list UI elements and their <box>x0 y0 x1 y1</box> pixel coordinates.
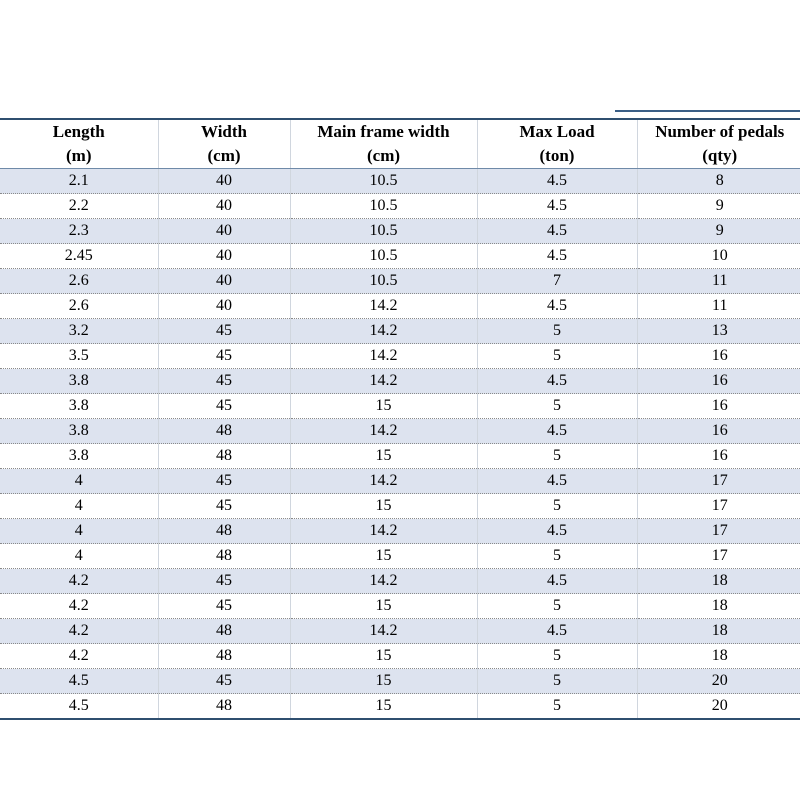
cell-number-of-pedals: 13 <box>637 319 800 344</box>
table-row <box>0 269 800 294</box>
header-number-of-pedals <box>637 119 800 169</box>
cell-length: 3.8 <box>0 419 158 444</box>
cell-length: 3.8 <box>0 444 158 469</box>
cell-number-of-pedals: 11 <box>637 294 800 319</box>
cell-number-of-pedals: 17 <box>637 469 800 494</box>
cell-max-load: 4.5 <box>477 469 637 494</box>
cell-width: 45 <box>158 594 290 619</box>
cell-main-frame-width: 14.2 <box>290 469 477 494</box>
cell-width: 45 <box>158 494 290 519</box>
table-row <box>0 644 800 669</box>
cell-main-frame-width: 15 <box>290 394 477 419</box>
cell-length: 3.8 <box>0 394 158 419</box>
cell-max-load: 5 <box>477 344 637 369</box>
cell-length: 4 <box>0 519 158 544</box>
cell-main-frame-width: 14.2 <box>290 294 477 319</box>
cell-main-frame-width: 14.2 <box>290 344 477 369</box>
header-length-label: Length <box>52 122 105 141</box>
cell-number-of-pedals: 18 <box>637 594 800 619</box>
cell-max-load: 5 <box>477 494 637 519</box>
cell-number-of-pedals: 20 <box>637 694 800 720</box>
cell-main-frame-width: 15 <box>290 594 477 619</box>
table-row <box>0 619 800 644</box>
cell-width: 48 <box>158 519 290 544</box>
cell-length: 4 <box>0 544 158 569</box>
cell-width: 40 <box>158 194 290 219</box>
table-row <box>0 669 800 694</box>
cell-length: 2.6 <box>0 269 158 294</box>
table-row <box>0 319 800 344</box>
cell-width: 45 <box>158 669 290 694</box>
cell-main-frame-width: 14.2 <box>290 369 477 394</box>
cell-number-of-pedals: 8 <box>637 169 800 194</box>
header-width-label: Width <box>201 122 247 141</box>
cell-length: 3.5 <box>0 344 158 369</box>
cell-width: 48 <box>158 619 290 644</box>
cell-width: 40 <box>158 244 290 269</box>
header-max-load <box>477 119 637 169</box>
header-width-unit: (cm) <box>207 146 241 165</box>
cell-width: 45 <box>158 469 290 494</box>
cell-number-of-pedals: 16 <box>637 394 800 419</box>
cell-length: 4.2 <box>0 594 158 619</box>
table-row <box>0 494 800 519</box>
table-row <box>0 444 800 469</box>
header-main-frame-width <box>290 119 477 169</box>
cell-max-load: 4.5 <box>477 419 637 444</box>
table-row <box>0 394 800 419</box>
cell-max-load: 5 <box>477 319 637 344</box>
cell-number-of-pedals: 18 <box>637 569 800 594</box>
cell-main-frame-width: 10.5 <box>290 169 477 194</box>
cell-width: 45 <box>158 319 290 344</box>
table-row <box>0 169 800 194</box>
table-body <box>0 169 800 720</box>
cell-length: 2.6 <box>0 294 158 319</box>
header-main-frame-width-label: Main frame width <box>317 122 450 141</box>
cell-length: 2.3 <box>0 219 158 244</box>
cell-length: 4.5 <box>0 694 158 720</box>
table-row <box>0 219 800 244</box>
table-header <box>0 119 800 169</box>
cell-max-load: 4.5 <box>477 294 637 319</box>
cell-max-load: 4.5 <box>477 169 637 194</box>
cell-width: 48 <box>158 544 290 569</box>
table-row <box>0 519 800 544</box>
cell-number-of-pedals: 17 <box>637 519 800 544</box>
cell-max-load: 4.5 <box>477 569 637 594</box>
cell-width: 48 <box>158 694 290 720</box>
cell-length: 3.8 <box>0 369 158 394</box>
cell-number-of-pedals: 9 <box>637 219 800 244</box>
cell-length: 4 <box>0 494 158 519</box>
cell-number-of-pedals: 9 <box>637 194 800 219</box>
cell-main-frame-width: 15 <box>290 669 477 694</box>
cell-max-load: 5 <box>477 544 637 569</box>
table-row <box>0 694 800 720</box>
cell-max-load: 4.5 <box>477 244 637 269</box>
cell-number-of-pedals: 16 <box>637 344 800 369</box>
cell-width: 48 <box>158 419 290 444</box>
cell-width: 45 <box>158 569 290 594</box>
cell-number-of-pedals: 16 <box>637 369 800 394</box>
table-row <box>0 294 800 319</box>
cell-max-load: 7 <box>477 269 637 294</box>
cell-main-frame-width: 10.5 <box>290 194 477 219</box>
cell-number-of-pedals: 18 <box>637 619 800 644</box>
cell-max-load: 5 <box>477 394 637 419</box>
cell-max-load: 4.5 <box>477 519 637 544</box>
cell-max-load: 4.5 <box>477 219 637 244</box>
cell-max-load: 4.5 <box>477 194 637 219</box>
cell-width: 40 <box>158 294 290 319</box>
cell-main-frame-width: 14.2 <box>290 519 477 544</box>
cell-width: 48 <box>158 444 290 469</box>
cell-main-frame-width: 10.5 <box>290 269 477 294</box>
header-main-frame-width-unit: (cm) <box>366 146 401 165</box>
table-row <box>0 569 800 594</box>
table-row <box>0 244 800 269</box>
cell-length: 4.2 <box>0 644 158 669</box>
header-number-of-pedals-unit: (qty) <box>702 146 738 165</box>
cell-width: 45 <box>158 394 290 419</box>
cell-width: 48 <box>158 644 290 669</box>
cell-number-of-pedals: 16 <box>637 419 800 444</box>
cell-main-frame-width: 14.2 <box>290 569 477 594</box>
cell-width: 40 <box>158 169 290 194</box>
table-row <box>0 469 800 494</box>
table-row <box>0 344 800 369</box>
table-row <box>0 419 800 444</box>
cell-width: 40 <box>158 219 290 244</box>
cell-length: 2.45 <box>0 244 158 269</box>
header-width <box>158 119 290 169</box>
cell-length: 4.5 <box>0 669 158 694</box>
cell-max-load: 4.5 <box>477 369 637 394</box>
header-length-unit: (m) <box>66 146 92 165</box>
cell-length: 4.2 <box>0 619 158 644</box>
cell-main-frame-width: 15 <box>290 694 477 720</box>
cell-max-load: 5 <box>477 444 637 469</box>
cell-main-frame-width: 10.5 <box>290 244 477 269</box>
cell-width: 45 <box>158 369 290 394</box>
cell-number-of-pedals: 20 <box>637 669 800 694</box>
cell-max-load: 4.5 <box>477 619 637 644</box>
header-max-load-unit: (ton) <box>539 146 575 165</box>
cell-number-of-pedals: 17 <box>637 494 800 519</box>
header-row <box>0 119 800 169</box>
cell-number-of-pedals: 18 <box>637 644 800 669</box>
cell-max-load: 5 <box>477 694 637 720</box>
cell-width: 40 <box>158 269 290 294</box>
cell-number-of-pedals: 16 <box>637 444 800 469</box>
spec-table <box>0 118 800 720</box>
header-number-of-pedals-label: Number of pedals <box>655 122 785 141</box>
top-accent-rule <box>615 110 800 112</box>
table-row <box>0 544 800 569</box>
table-row <box>0 194 800 219</box>
cell-length: 2.1 <box>0 169 158 194</box>
cell-width: 45 <box>158 344 290 369</box>
cell-max-load: 5 <box>477 644 637 669</box>
cell-max-load: 5 <box>477 669 637 694</box>
cell-main-frame-width: 15 <box>290 444 477 469</box>
cell-main-frame-width: 10.5 <box>290 219 477 244</box>
cell-main-frame-width: 14.2 <box>290 419 477 444</box>
header-length <box>0 119 158 169</box>
cell-main-frame-width: 14.2 <box>290 619 477 644</box>
cell-number-of-pedals: 17 <box>637 544 800 569</box>
cell-length: 4 <box>0 469 158 494</box>
cell-main-frame-width: 15 <box>290 494 477 519</box>
cell-main-frame-width: 14.2 <box>290 319 477 344</box>
cell-max-load: 5 <box>477 594 637 619</box>
cell-length: 2.2 <box>0 194 158 219</box>
cell-length: 3.2 <box>0 319 158 344</box>
cell-number-of-pedals: 10 <box>637 244 800 269</box>
cell-main-frame-width: 15 <box>290 644 477 669</box>
table-row <box>0 594 800 619</box>
header-max-load-label: Max Load <box>519 122 595 141</box>
table-row <box>0 369 800 394</box>
cell-number-of-pedals: 11 <box>637 269 800 294</box>
cell-length: 4.2 <box>0 569 158 594</box>
cell-main-frame-width: 15 <box>290 544 477 569</box>
